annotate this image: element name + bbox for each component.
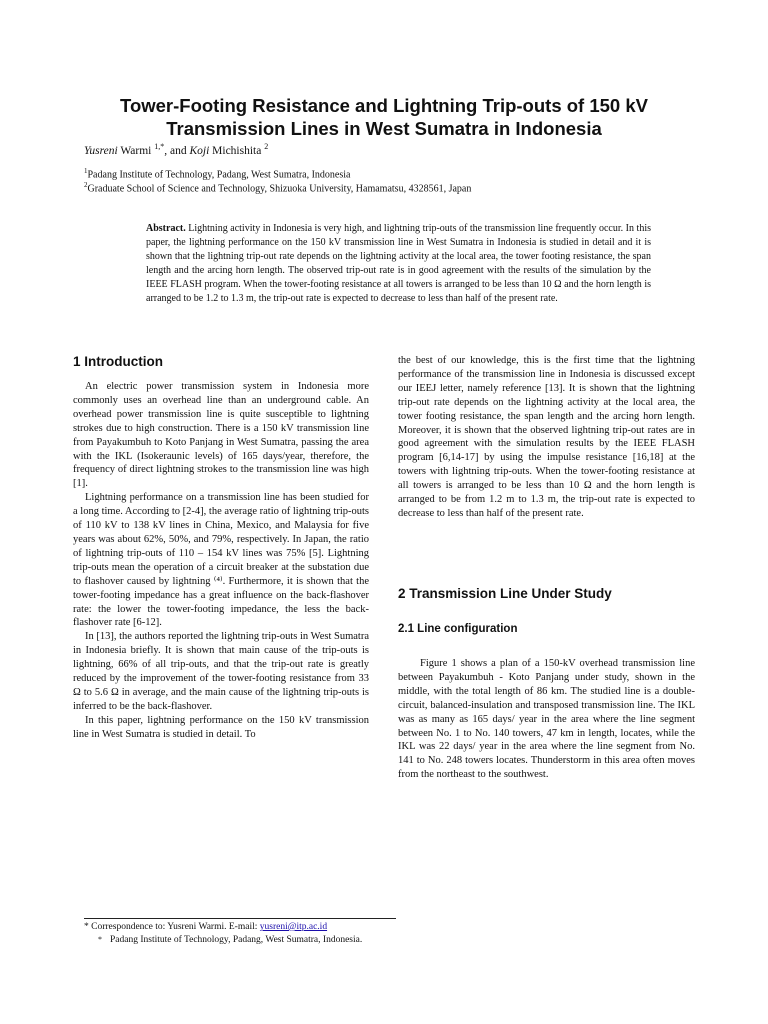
intro-paragraph-4: In this paper, lightning performance on the 150 kV transmission line in West Sumatra is studied in detail. To (73, 714, 369, 740)
abstract-text: Lightning activity in Indonesia is very high, and lightning trip-outs of the transmission line frequently occur. In this paper, the lightning performance on the 150 kV transmission line in West Sumatra in Indonesia is studied in detail and it is shown that the lightning trip-out rate depends on the lightning activity at the local area, the tower footing resistance, the span length and the arcing horn length. The observed trip-out rate is in good agreement with the results of the simulation by the IEEE FLASH program. When the tower-footing resistance at all towers is arranged to be less than 10 Ω and the horn length is arranged to be 1.2 to 1.3 m, the trip-out rate is expected to decrease to less than half of the present rate. (146, 223, 651, 305)
footnote-affiliation-text: Padang Institute of Technology, Padang, West Sumatra, Indonesia. (110, 935, 363, 945)
abstract-label: Abstract. (146, 223, 186, 234)
author-2-family: Michishita (209, 144, 262, 157)
author-1-given: Yusreni (84, 144, 118, 157)
section-2-1-heading: 2.1 Line configuration (398, 623, 518, 635)
author-line (84, 142, 268, 157)
correspondence-email-link[interactable]: yusreni@itp.ac.id (259, 922, 328, 932)
intro-paragraph-1: An electric power transmission system in Indonesia more commonly uses an overhead line than an underground cable. An overhead power transmission line is quite susceptible to lightning strokes due to high construction. There is a 150 kV transmission line from Payakumbuh to Koto Panjang in West Sumatra, passing the area with the IKL (Isokeraunic levels) of 165 days/year, therefore, the frequency of direct lightning strokes to the transmission line was high [1]. (73, 381, 369, 490)
intro-paragraph-2: Lightning performance on a transmission line has been studied for a long time. According to [2-4], the average ratio of lightning trip-outs of 110 kV to 138 kV lines in China, Mexico, and Malaysia for five years was about 62%, 50%, and 79%, respectively. In Japan, the ratio of lightning trip-outs of 110 – 154 kV lines was 75% [5]. Lightning trip-outs mean the operation of a circuit breaker at the substation due to flashover caused by lightning ⁽⁴⁾. Furthermore, it is shown that the tower-footing impedance has a great influence on the back-flashover rate: the lower the tower-footing impedance, the less the back-flashover rate [6-12]. (73, 492, 369, 629)
right-column-s21 (398, 657, 695, 782)
affiliation-2-sup: 2 (84, 181, 88, 189)
author-1-family: Warmi (117, 144, 152, 157)
author-2-given: Koji (189, 144, 210, 157)
footnote-correspondence-text: * Correspondence to: Yusreni Warmi. E-mail: (84, 922, 260, 932)
intro-paragraph-3: In [13], the authors reported the lightning trip-outs in West Sumatra in Indonesia briefly. It is shown that main cause of the trip-outs is lightning, 66% of all trip-outs, and that the trip-out rate is greatly reduced by the improvement of the tower-footing resistance from 33 Ω to 5.6 Ω in average, and the main cause of the lightning trip-outs is inferred to be the back-flashover. (73, 631, 369, 712)
intro-continuation: the best of our knowledge, this is the first time that the lightning performance of the transmission line in Indonesia is discussed except our IEEJ letter, namely reference [13]. It is shown that the lightning trip-out rate depends on the lightning activity at the local area, the tower footing resistance, the span length and the arcing horn length. Moreover, it is shown that the observed lightning trip-out rates are in good agreement with the simulation results by the IEEE FLASH program [6,14-17] by using the impulse resistance [16,18] at the towers with lightning trip-outs. When the tower-footing resistance at all towers is arranged to be less than 10 Ω and the horn length is arranged to be from 1.2 m to 1.3 m, the trip-out rate is expected to decrease to less than half of the present rate. (398, 355, 695, 519)
affiliation-1-text: Padang Institute of Technology, Padang, West Sumatra, Indonesia (87, 169, 351, 181)
left-column (73, 380, 369, 742)
section-2-heading: 2 Transmission Line Under Study (398, 586, 612, 601)
right-column-intro (398, 354, 695, 521)
paper-title: Tower-Footing Resistance and Lightning Trip-outs of 150 kV Transmission Lines in West Sumatra in Indonesia (120, 95, 648, 139)
footnote-affiliation (98, 934, 378, 946)
author-2-sup: 2 (264, 142, 269, 151)
section-1-heading: 1 Introduction (73, 354, 163, 369)
abstract (146, 222, 651, 307)
author-and: , and (164, 144, 190, 157)
author-1-sup: 1,* (154, 142, 165, 151)
footnote-mark: * (98, 935, 102, 944)
line-config-paragraph: Figure 1 shows a plan of a 150-kV overhead transmission line between Payakumbuh - Koto Panjang under study, shown in the middle, with the total length of 86 km. The studied line is a double-circuit, balanced-insulation and transposed transmission line. The IKL was as many as 165 days/ year in the area where the line segment between No. 1 to No. 140 towers, 47 km in length, locates, while the IKL was 22 days/ year in the area where the line segment from No. 141 to No. 248 towers locates. Thunderstorm in this area often moves from the northeast to the southwest. (398, 658, 695, 781)
affiliation-1-sup: 1 (84, 167, 88, 175)
footnote-rule (84, 918, 396, 919)
affiliation-2-text: Graduate School of Science and Technology, Shizuoka University, Hamamatsu, 4328561, Japan (87, 183, 472, 195)
affiliation-1 (84, 167, 350, 180)
affiliation-2 (84, 181, 471, 194)
footnote-correspondence (84, 921, 327, 933)
